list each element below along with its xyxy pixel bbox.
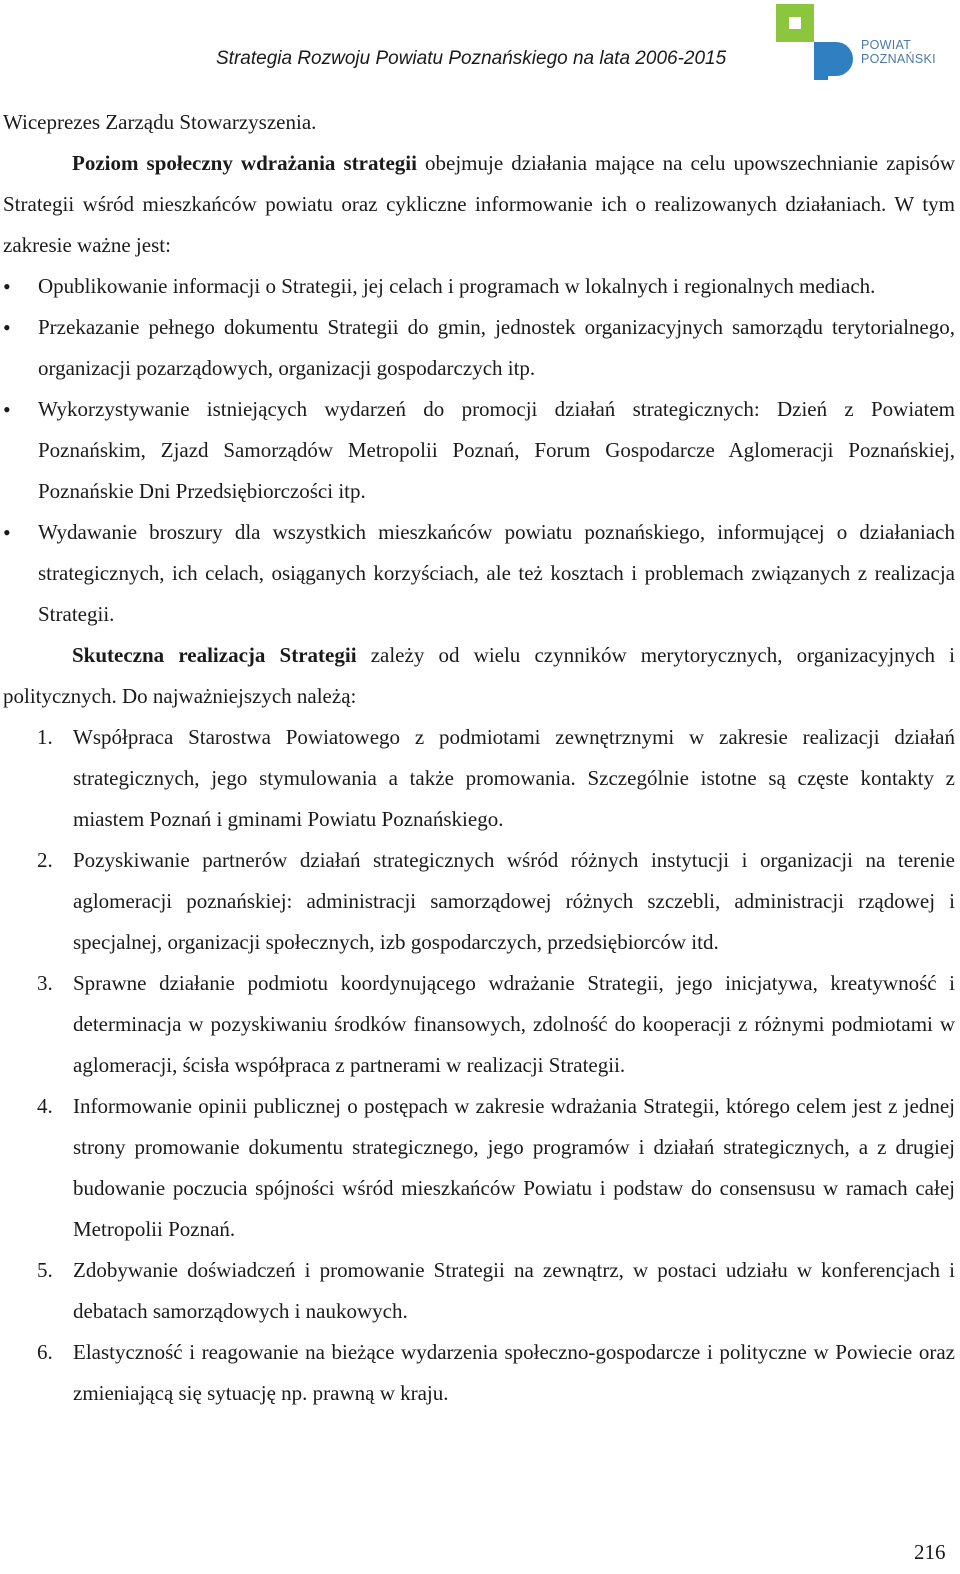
numbered-list (3, 717, 955, 1414)
social-level-paragraph (3, 143, 955, 266)
bullet-item: • Wykorzystywanie istniejących wydarzeń do promocji działań strategicznych: Dzień z Powiatem Poznańskim, Zjazd Samorządów Metropolii Poznań, Forum Gospodarcze Aglomeracji Poznańskiej, Poznańskie Dni Przedsiębiorczości itp. (3, 389, 955, 512)
item-text: Informowanie opinii publicznej o postępach w zakresie wdrażania Strategii, którego celem jest z jednej strony promowanie dokumentu strategicznego, jego programów i działań strategicznych, a z drugiej budowanie poczucia spójności wśród mieszkańców Powiatu i podstaw do consensusu w ramach całej Metropolii Poznań. (73, 1094, 955, 1241)
numbered-item (3, 1086, 955, 1250)
page-number: 216 (914, 1540, 946, 1564)
bullet-item: • Wydawanie broszury dla wszystkich mieszkańców powiatu poznańskiego, informującej o działaniach strategicznych, ich celach, osiąganych korzyściach, ale też kosztach i problemach związanych z realizacja Strategii. (3, 512, 955, 635)
numbered-item (3, 963, 955, 1086)
numbered-item (3, 840, 955, 963)
item-number: 4. (37, 1094, 53, 1118)
item-text: Zdobywanie doświadczeń i promowanie Strategii na zewnątrz, w postaci udziału w konferencjach i debatach samorządowych i naukowych. (73, 1258, 955, 1323)
item-number: 1. (37, 725, 53, 749)
bullet-item: • Przekazanie pełnego dokumentu Strategii do gmin, jednostek organizacyjnych samorządu terytorialnego, organizacji pozarządowych, organizacji gospodarczych itp. (3, 307, 955, 389)
powiat-poznanski-logo (776, 4, 948, 80)
success-paragraph (3, 635, 955, 717)
numbered-item (3, 1250, 955, 1332)
social-level-lead: Poziom społeczny wdrażania strategii (72, 151, 417, 175)
header-title: Strategia Rozwoju Powiatu Poznańskiego na lata 2006-2015 (216, 48, 727, 69)
item-text: Współpraca Starostwa Powiatowego z podmiotami zewnętrznymi w zakresie realizacji działań strategicznych, jego stymulowania a także promowania. Szczególnie istotne są częste kontakty z miastem Poznań i gminami Powiatu Poznańskiego. (73, 725, 955, 831)
logo-line-2: POZNAŃSKI (861, 52, 936, 66)
item-number: 2. (37, 848, 53, 872)
logo-text (861, 38, 936, 66)
logo-icon (776, 4, 854, 80)
document-body (3, 102, 955, 1414)
bullet-list (3, 266, 955, 635)
social-level-text: obejmuje działania mające na celu upowszechnianie zapisów Strategii wśród mieszkańców powiatu oraz cykliczne informowanie ich o realizowanych działaniach. W tym zakresie ważne jest: (3, 151, 956, 257)
numbered-item (3, 717, 955, 840)
logo-line-1: POWIAT (861, 38, 912, 52)
bullet-item: • Opublikowanie informacji o Strategii, jej celach i programach w lokalnych i regionalnych mediach. (3, 266, 955, 307)
item-number: 3. (37, 971, 53, 995)
item-text: Elastyczność i reagowanie na bieżące wydarzenia społeczno-gospodarcze i polityczne w Powiecie oraz zmieniającą się sytuację np. prawną w kraju. (73, 1340, 955, 1405)
success-lead: Skuteczna realizacja Strategii (72, 643, 357, 667)
item-text: Pozyskiwanie partnerów działań strategicznych wśród różnych instytucji i organizacji na terenie aglomeracji poznańskiej: administracji samorządowej różnych szczebli, administracji rządowej i specjalnej, organizacji społecznych, izb gospodarczych, przedsiębiorców itd. (73, 848, 955, 954)
item-number: 6. (37, 1340, 53, 1364)
success-text: zależy od wielu czynników merytorycznych, organizacyjnych i politycznych. Do najważniejszych należą: (3, 643, 956, 708)
item-text: Sprawne działanie podmiotu koordynującego wdrażanie Strategii, jego inicjatywa, kreatywność i determinacja w pozyskiwaniu środków finansowych, zdolność do kooperacji z różnymi podmiotami w aglomeracji, ścisła współpraca z partnerami w realizacji Strategii. (73, 971, 955, 1077)
numbered-item (3, 1332, 955, 1414)
intro-line: Wiceprezes Zarządu Stowarzyszenia. (3, 110, 317, 134)
item-number: 5. (37, 1258, 53, 1282)
